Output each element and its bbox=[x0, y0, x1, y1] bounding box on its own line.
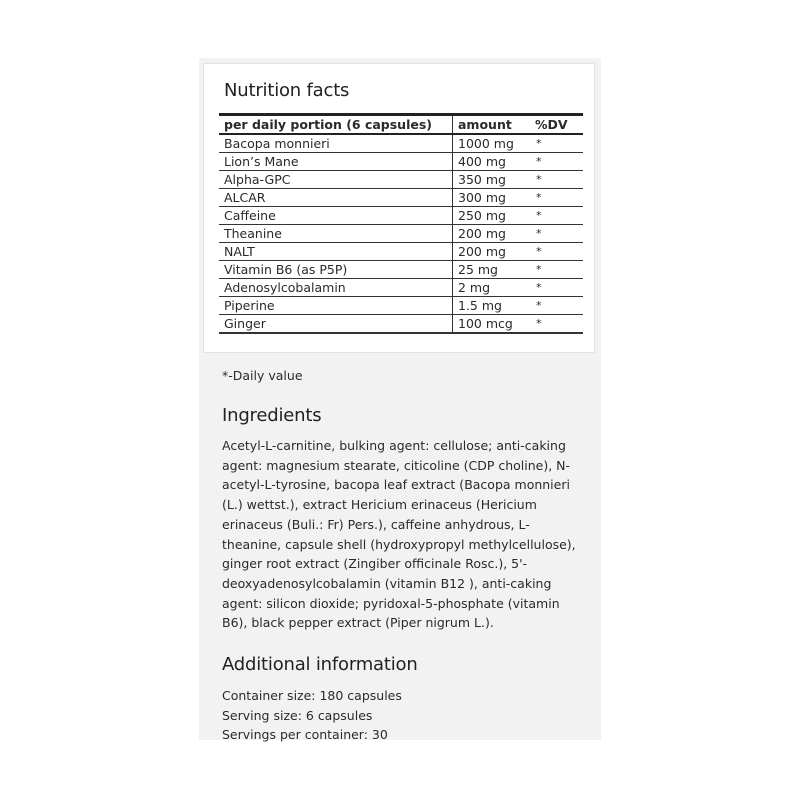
ingredient-name: ALCAR bbox=[219, 189, 453, 207]
table-row bbox=[219, 297, 583, 315]
table-row bbox=[219, 315, 583, 334]
ingredient-dv: * bbox=[530, 243, 583, 261]
ingredient-amount: 100 mcg bbox=[453, 315, 531, 334]
ingredient-name: Piperine bbox=[219, 297, 453, 315]
ingredient-name: Adenosylcobalamin bbox=[219, 279, 453, 297]
ingredient-amount: 2 mg bbox=[453, 279, 531, 297]
ingredient-name: Bacopa monnieri bbox=[219, 134, 453, 153]
table-row bbox=[219, 153, 583, 171]
additional-info-list bbox=[222, 686, 402, 745]
table-row bbox=[219, 225, 583, 243]
list-item: Container size: 180 capsules bbox=[222, 688, 402, 703]
ingredient-dv: * bbox=[530, 279, 583, 297]
additional-info-title: Additional information bbox=[222, 654, 418, 675]
ingredient-amount: 200 mg bbox=[453, 243, 531, 261]
ingredient-name: Ginger bbox=[219, 315, 453, 334]
ingredient-dv: * bbox=[530, 225, 583, 243]
nutrition-facts-card bbox=[203, 63, 595, 353]
ingredient-dv: * bbox=[530, 189, 583, 207]
ingredient-amount: 300 mg bbox=[453, 189, 531, 207]
ingredient-dv: * bbox=[530, 134, 583, 153]
nutrition-facts-title: Nutrition facts bbox=[224, 80, 350, 101]
ingredients-text: Acetyl-L-carnitine, bulking agent: cellulose; anti-caking agent: magnesium stearate, citicoline (CDP choline), N-acetyl-L-tyrosine, bacopa leaf extract (Bacopa monnieri (L.) wettst.), extract Hericium erinaceus (Hericium erinaceus (Buli.: Fr) Pers.), caffeine anhydrous, L-theanine, capsule shell (hydroxypropyl methylcellulose), ginger root extract (Zingiber officinale Rosc.), 5'-deoxyadenosylcobalamin (vitamin B12 ), anti-caking agent: silicon dioxide; pyridoxal-5-phosphate (vitamin B6), black pepper extract (Piper nigrum L.). bbox=[222, 438, 576, 631]
ingredient-name: Alpha-GPC bbox=[219, 171, 453, 189]
table-row bbox=[219, 243, 583, 261]
ingredient-amount: 350 mg bbox=[453, 171, 531, 189]
ingredient-amount: 400 mg bbox=[453, 153, 531, 171]
ingredient-name: Lion’s Mane bbox=[219, 153, 453, 171]
portion-header: per daily portion (6 capsules) bbox=[219, 115, 453, 135]
ingredient-dv: * bbox=[530, 207, 583, 225]
daily-value-footnote: *-Daily value bbox=[222, 368, 303, 383]
ingredient-dv: * bbox=[530, 261, 583, 279]
ingredient-dv: * bbox=[530, 315, 583, 334]
table-row bbox=[219, 134, 583, 153]
table-row bbox=[219, 261, 583, 279]
ingredient-name: Vitamin B6 (as P5P) bbox=[219, 261, 453, 279]
ingredient-name: NALT bbox=[219, 243, 453, 261]
table-row bbox=[219, 279, 583, 297]
dv-header: %DV bbox=[530, 115, 583, 135]
ingredient-amount: 1.5 mg bbox=[453, 297, 531, 315]
ingredient-dv: * bbox=[530, 153, 583, 171]
nutrition-facts-table bbox=[219, 113, 583, 334]
table-row bbox=[219, 171, 583, 189]
amount-header: amount bbox=[453, 115, 531, 135]
ingredient-name: Theanine bbox=[219, 225, 453, 243]
ingredient-dv: * bbox=[530, 171, 583, 189]
ingredient-amount: 250 mg bbox=[453, 207, 531, 225]
list-item: Serving size: 6 capsules bbox=[222, 707, 373, 723]
ingredient-dv: * bbox=[530, 297, 583, 315]
ingredient-amount: 1000 mg bbox=[453, 134, 531, 153]
ingredient-amount: 200 mg bbox=[453, 225, 531, 243]
product-info-panel bbox=[199, 58, 601, 740]
table-header-row bbox=[219, 115, 583, 135]
ingredients-title: Ingredients bbox=[222, 405, 322, 426]
table-row bbox=[219, 189, 583, 207]
list-item: Servings per container: 30 bbox=[222, 727, 388, 742]
ingredient-name: Caffeine bbox=[219, 207, 453, 225]
table-row bbox=[219, 207, 583, 225]
ingredient-amount: 25 mg bbox=[453, 261, 531, 279]
